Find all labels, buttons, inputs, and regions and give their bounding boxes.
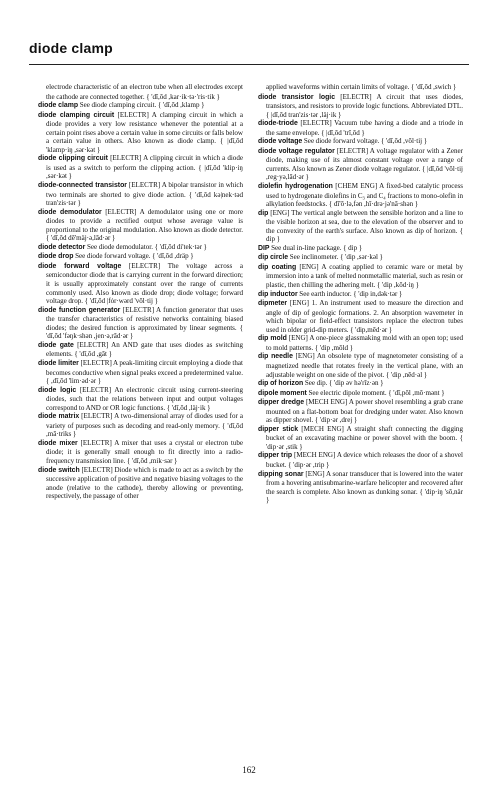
entry-headword: diode detector — [38, 243, 86, 251]
entry-headword: diode switch — [38, 466, 80, 474]
entry-definition: See diode forward voltage. { 'dī,ōd ,dräp } — [75, 252, 194, 261]
entry-definition: See diode forward voltage. { 'dī,ōd ,vōl·tij } — [303, 137, 428, 146]
entry-headword: diode matrix — [38, 413, 80, 421]
entry-headword: dip inductor — [258, 290, 298, 298]
entry-headword: dipper trip — [258, 452, 293, 460]
entry-headword: diode-triode — [258, 120, 298, 128]
entry-headword: DIP — [258, 244, 270, 252]
dictionary-entry — [258, 83, 463, 93]
entry-definition: [ENG] A sonar transducer that is lowered into the water from a hovering antisubmarine-warfare helicopter and recovered after the search is complete. Also known as dunking sonar. { 'dip·iŋ 'sō,när } — [266, 469, 463, 505]
dictionary-entry — [258, 470, 463, 505]
entry-definition: [ELECTR] A circuit that uses diodes, transistors, and resistors to provide logic functions. Abbreviated DTL. { |dī,ōd tran'zis·tər ,läj·ik } — [266, 92, 463, 119]
entry-definition: [ELECTR] An electronic circuit using current-steering diodes, such that the relations between input and output voltages correspond to AND or OR logic functions. { 'dī,ōd ,läj·ik } — [46, 385, 244, 412]
entry-headword: diode clamping circuit — [38, 111, 115, 119]
dictionary-entry — [38, 252, 243, 262]
entry-definition: [ENG] An obsolete type of magnetometer consisting of a magnetized needle that rotates freely in the vertical plane, with an adjustable weight on one side of the pivot. { 'dip ,nēd·əl } — [266, 352, 463, 379]
entry-definition: [ELECTR] A function generator that uses the transfer characteristics of resistive networks containing biased diodes; the desired function is approximated by linear segments. { 'dī,ōd 'fəŋk·shən ,jen·ə,rād·ər } — [46, 305, 243, 341]
entry-definition: See dual in-line package. { dip } — [271, 243, 363, 252]
entry-headword: diode mixer — [38, 439, 78, 447]
entry-definition: [MECH ENG] A power shovel resembling a grab crane mounted on a flat-bottom boat for dredging under water. Also known as dipper shovel. { 'dip·ər ,drej } — [266, 398, 463, 425]
dictionary-entry — [258, 389, 463, 399]
entry-definition: [ELECTR] A peak-limiting circuit employing a diode that becomes conductive when signal peaks exceed a predetermined value. { ,dī,ōd 'lim·əd·ər } — [46, 358, 244, 386]
entry-headword: diode clipping circuit — [38, 155, 108, 163]
entry-headword: dipper stick — [258, 425, 299, 433]
entry-headword: diode logic — [38, 386, 77, 394]
entry-definition: [ELECTR] A bipolar transistor in which two terminals are shorted to give diode action. { 'dī,ōd kə|nek·təd tran'zis·tər } — [46, 181, 243, 208]
entry-definition: [ENG] A one-piece glassmaking mold with an open top; used to mold patterns. { 'dip ,mōld } — [266, 334, 463, 352]
entry-definition: [ELECTR] A two-dimensional array of diodes used for a variety of purposes such as decoding and read-only memory. { 'dī,ōd ,mā·triks } — [46, 412, 243, 439]
dictionary-entry — [258, 209, 463, 244]
entry-headword: diode clamp — [38, 102, 79, 110]
dictionary-entry — [38, 306, 243, 341]
dictionary-entry — [38, 412, 243, 439]
entry-definition: [ELECTR] The voltage across a semiconductor diode that is carrying current in the forward direction; it is usually approximately constant over the range of currents commonly used. Also known as diode drop; diode voltage; forward voltage drop. { 'dī,ōd |fȯr·wərd 'vōl·tij } — [46, 261, 243, 306]
dictionary-entry — [258, 253, 463, 263]
entry-definition: [MECH ENG] A straight shaft connecting the digging bucket of an excavating machine or power shovel with the boom. { 'dip·ər ,stik } — [266, 424, 463, 451]
entry-headword: diode limiter — [38, 359, 79, 367]
entry-headword: dip coating — [258, 263, 297, 271]
entry-headword: diode gate — [38, 341, 74, 349]
dictionary-entry — [258, 119, 463, 137]
entry-definition: [ELECTR] Vacuum tube having a diode and a triode in the same envelope. { |dī,ōd 'trī,ōd } — [266, 119, 463, 137]
dictionary-entry — [38, 359, 243, 386]
dictionary-entry — [258, 379, 463, 389]
entry-headword: dipper dredge — [258, 399, 305, 407]
entry-definition: applied waveforms within certain limits of voltage. { 'dī,ōd ,swich } — [266, 83, 457, 91]
dictionary-entry — [258, 93, 463, 120]
entry-headword: diode forward voltage — [38, 262, 122, 270]
entry-definition: See earth inductor. { 'dip in,dək·tər } — [299, 289, 403, 298]
entry-definition: [ELECTR] A clamping circuit in which a diode provides a very low resistance whenever the potential at a certain point rises above a certain value in some circuits or falls below a certain value in others. Also known as diode clamp. { |dī,ōd 'klamp·iŋ ,sər·kət } — [46, 110, 243, 154]
entry-definition: [ELECTR] An AND gate that uses diodes as switching elements. { 'dī,ōd ,gāt } — [46, 340, 243, 359]
dictionary-entry — [38, 439, 243, 466]
dictionary-entry — [258, 334, 463, 352]
entry-definition: [ELECTR] Diode which is made to act as a switch by the successive application of positive and negative biasing voltages to the anode (relative to the cathode), thereby allowing or preventing, respectively, the passage of other — [46, 465, 243, 501]
entry-definition: See diode clamping circuit. { 'dī,ōd ,klamp } — [79, 101, 205, 110]
entry-headword: diode-connected transistor — [38, 182, 127, 190]
entry-definition: electrode characteristic of an electron tube when all electrodes except the cathode are connected together. { 'dī,ōd ,kar·ik·tə·'ris·tik } — [46, 83, 243, 101]
entry-headword: dipping sonar — [258, 470, 304, 478]
entry-headword: dip circle — [258, 254, 289, 262]
entry-definition: [ELECTR] A voltage regulator with a Zener diode, making use of its almost constant voltage over a range of currents. Also known as Zener diode voltage regulator. { |dī,ōd 'vōl·tij ,reg·yə,lād·ər } — [266, 146, 463, 182]
entry-headword: diode transistor logic — [258, 93, 336, 101]
dictionary-entry — [38, 83, 243, 101]
dictionary-entry — [258, 425, 463, 452]
dictionary-entry — [38, 341, 243, 359]
dictionary-entry — [258, 244, 463, 254]
entry-headword: diode function generator — [38, 306, 121, 314]
entry-definition: [ELECTR] A mixer that uses a crystal or electron tube diode; it is generally small enough to fit directly into a radio-frequency transmission line. { 'dī,ōd ,mik·sər } — [46, 438, 244, 465]
entry-headword: diode demodulator — [38, 208, 102, 216]
entry-headword: diode voltage regulator — [258, 147, 335, 155]
entry-definition: [CHEM ENG] A fixed-bed catalytic process used to hydrogenate diolefins in C₃ and C₄ fractions to mono-olefin in alkylation feedstocks. { dī'ō·lə,fən ,hī·drə·jə'nā·shən } — [266, 182, 464, 209]
entry-headword: diolefin hydrogenation — [258, 183, 333, 191]
dictionary-entry — [258, 451, 463, 469]
entry-definition: [ELECTR] A demodulator using one or more diodes to provide a rectified output whose average value is proportional to the original modulation. Also known as diode detector. { 'dī,ōd dē'mäj·ə,lād·ər } — [46, 207, 243, 243]
entry-headword: dip — [258, 209, 269, 217]
left-column — [38, 83, 243, 501]
right-column — [258, 83, 463, 505]
entry-headword: dip of horizon — [258, 380, 304, 388]
entry-headword: dipole moment — [258, 389, 307, 397]
dictionary-entry — [258, 137, 463, 147]
entry-definition: [MECH ENG] A device which releases the door of a shovel bucket. { 'dip·ər ,trip } — [266, 451, 464, 469]
dictionary-entry — [258, 352, 463, 379]
dictionary-entry — [38, 262, 243, 306]
entry-definition: [ENG] The vertical angle between the sensible horizon and a line to the visible horizon at sea, due to the elevation of the observer and to the convexity of the earth's surface. Also known as dip of horizon. { dip } — [266, 208, 463, 244]
dictionary-entry — [38, 466, 243, 501]
entry-definition: See inclinometer. { 'dip ,sər·kəl } — [289, 253, 383, 262]
dictionary-entry — [258, 147, 463, 182]
page-title: diode clamp — [29, 40, 113, 56]
dictionary-entry — [258, 299, 463, 334]
dictionary-entry — [38, 111, 243, 155]
entry-headword: dip mold — [258, 335, 287, 343]
dictionary-entry — [38, 154, 243, 181]
entry-definition: See diode demodulator. { 'dī,ōd di'tek·tər } — [86, 242, 207, 251]
dictionary-entry — [38, 181, 243, 208]
header-rule — [29, 64, 469, 65]
dictionary-entry — [38, 243, 243, 253]
entry-definition: [ENG] 1. An instrument used to measure the direction and angle of dip of geologic formations. 2. An absorption wavemeter in which bipolar or field-effect transistors replace the electron tubes used in older grid-dip meters. { 'dip,mēd·ər } — [266, 299, 463, 334]
entry-headword: dipmeter — [258, 300, 288, 308]
entry-headword: diode drop — [38, 253, 74, 261]
entry-definition: [ENG] A coating applied to ceramic ware or metal by immersion into a tank of melted nonmetallic material, such as resin or plastic, then chilling the adhering melt. { 'dip ,kōd·iŋ } — [266, 262, 463, 290]
entry-definition: See dip. { 'dip əv hə'rīz·ən } — [304, 379, 384, 388]
dictionary-entry — [258, 290, 463, 300]
page-number: 162 — [242, 765, 256, 775]
dictionary-entry — [38, 208, 243, 243]
entry-headword: dip needle — [258, 353, 293, 361]
entry-headword: diode voltage — [258, 138, 303, 146]
dictionary-entry — [258, 263, 463, 290]
entry-definition: See electric dipole moment. { 'dī,pōl ,mō·mənt } — [308, 388, 445, 397]
dictionary-entry — [38, 386, 243, 413]
dictionary-entry — [38, 101, 243, 111]
dictionary-entry — [258, 182, 463, 209]
entry-definition: [ELECTR] A clipping circuit in which a diode is used as a switch to perform the clipping action. { |dī,ōd 'klip·iŋ ,sər·kət } — [46, 154, 243, 181]
dictionary-entry — [258, 398, 463, 425]
